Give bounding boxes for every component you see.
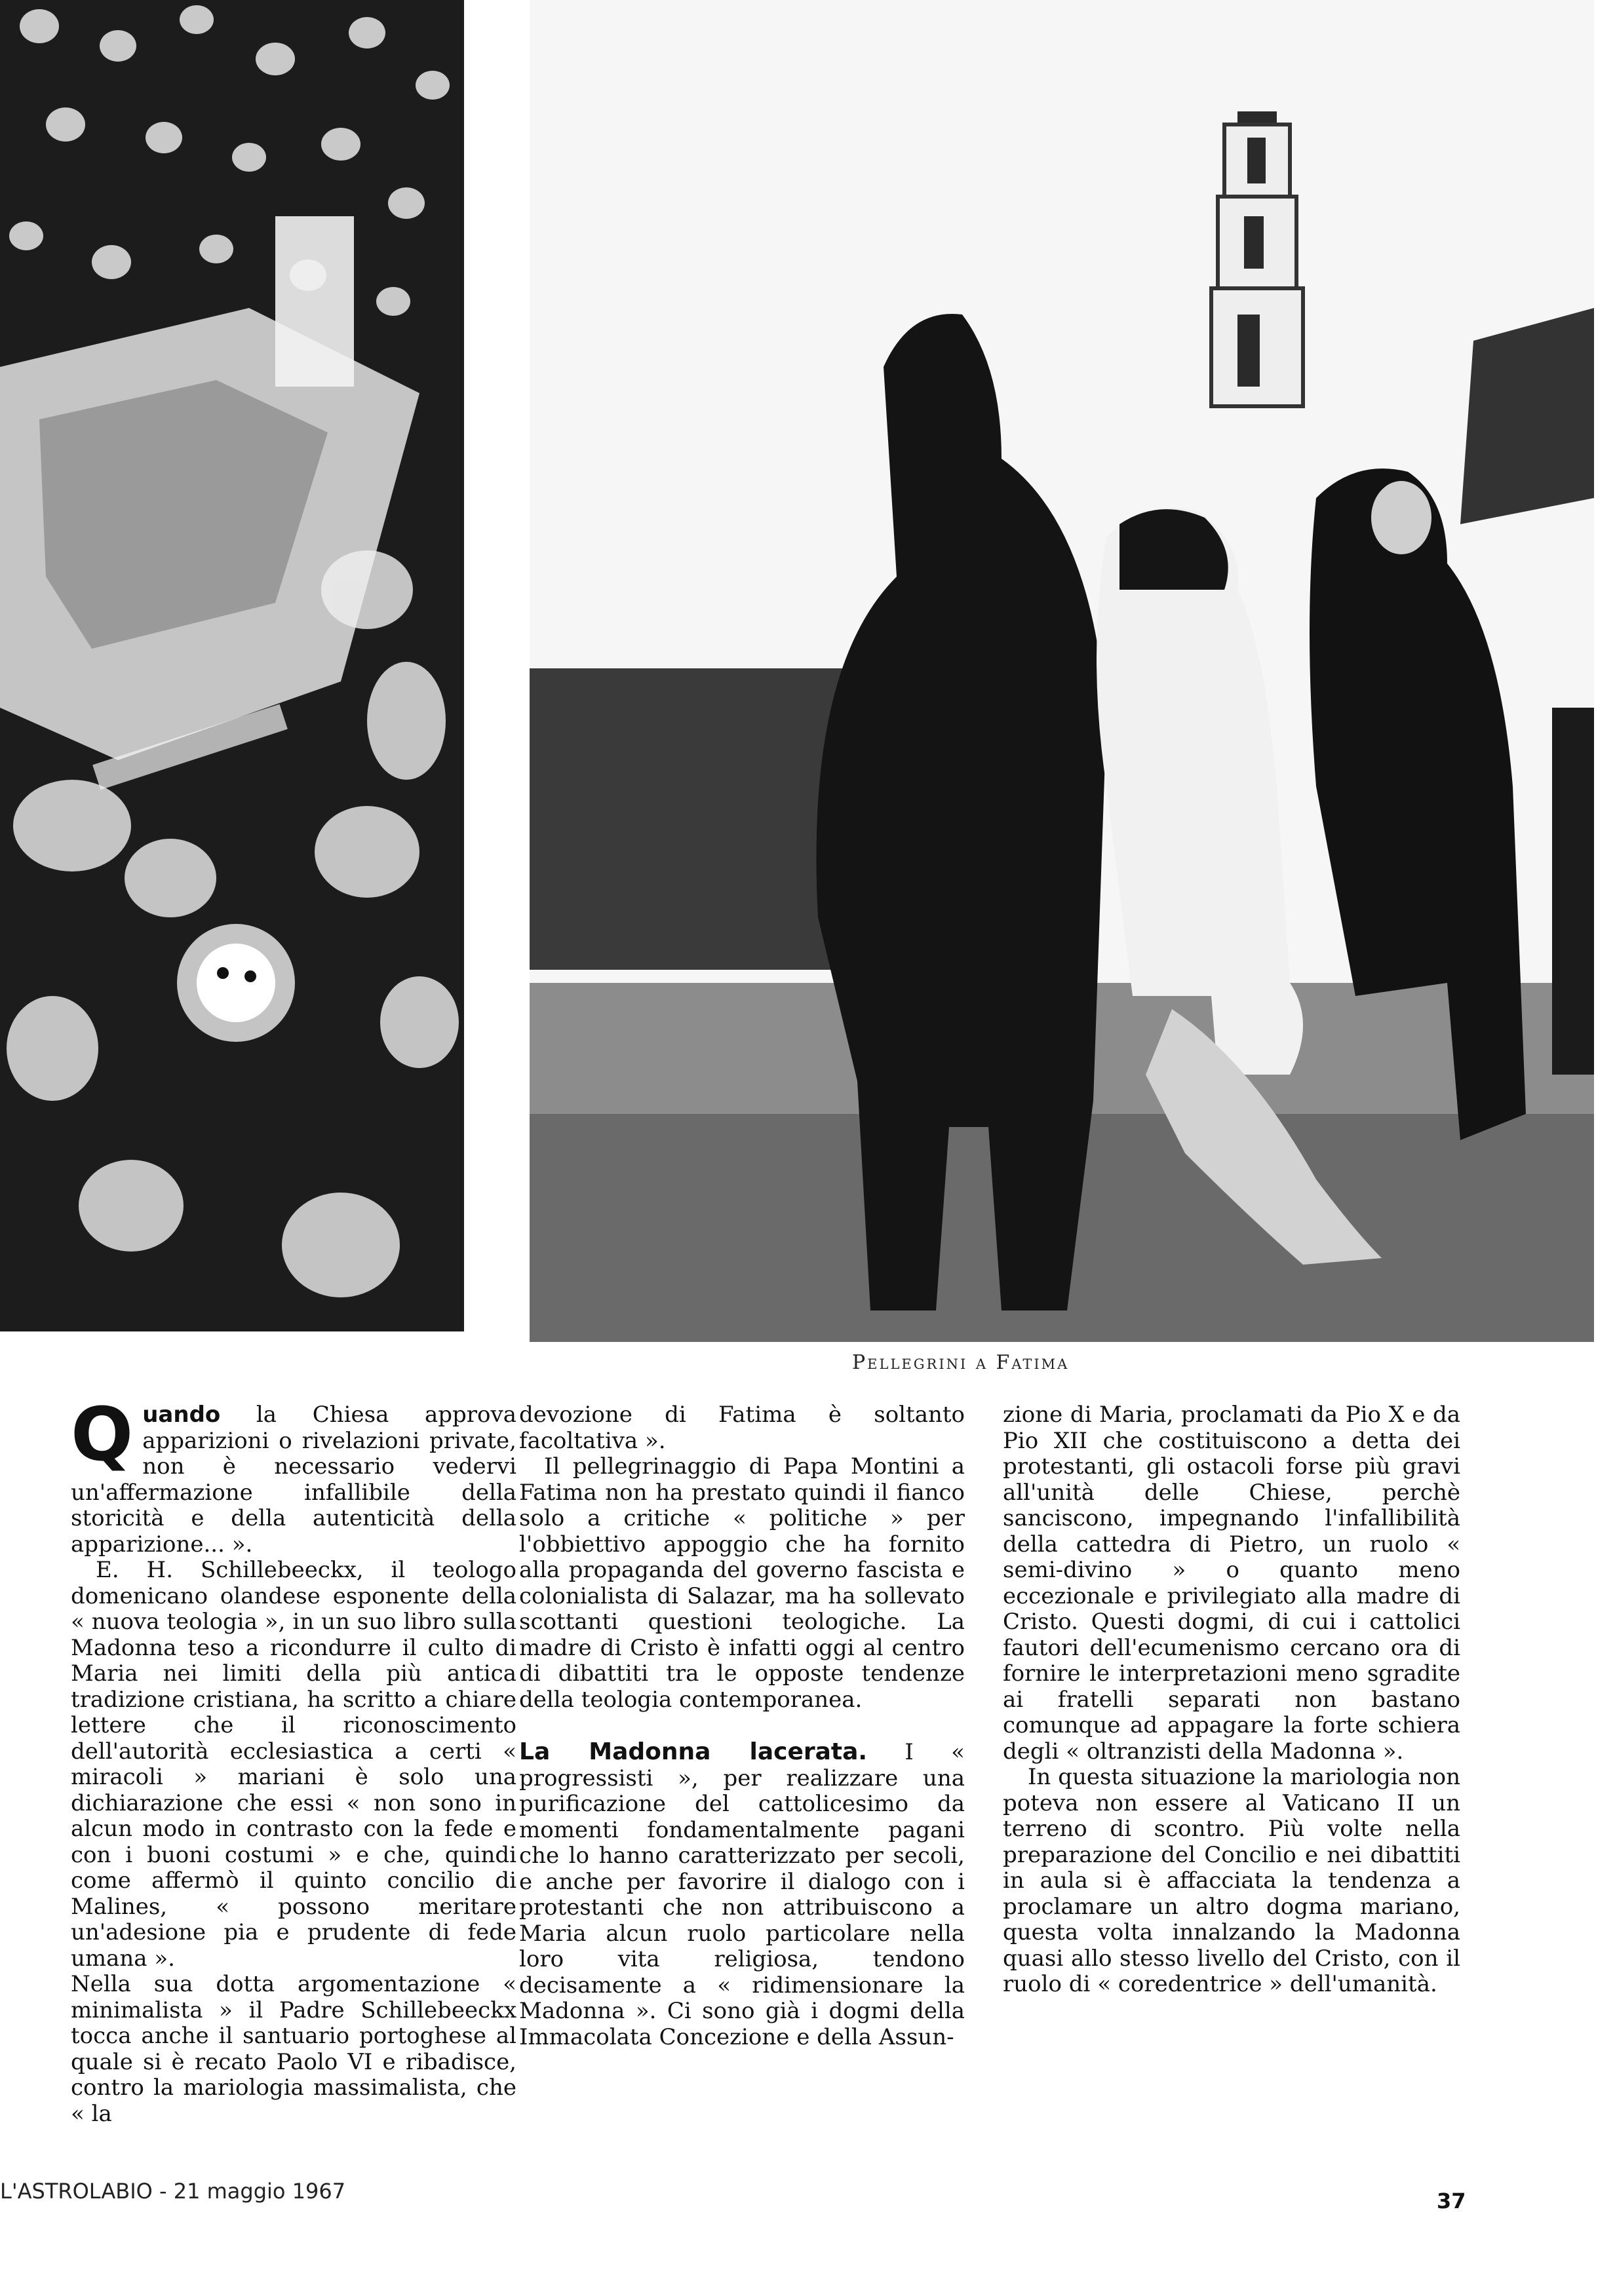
paragraph-text: I « progressisti », per realizzare una purificazione del cattolicesimo da momenti fondamentalmente pagani che lo hanno caratterizzato per secoli, e anche per favorire il dialogo con i protestanti che non attribuiscono a Maria alcun ruolo particolare nella loro vita religiosa, tendono decisamente a « ridimensionare la Madonna ». Ci sono già i dogmi della Immacolata Concezione e della Assun- [519, 1739, 965, 2050]
crowd-photo-graphic [0, 0, 464, 1331]
paragraph: devozione di Fatima è soltanto facoltativa ». [519, 1402, 965, 1454]
paragraph [519, 1739, 965, 2050]
drop-cap: Q [71, 1392, 134, 1478]
paragraph [71, 1392, 516, 1558]
page-number: 37 [1437, 2189, 1466, 2213]
pilgrims-photo [530, 0, 1594, 1342]
article-column-1 [71, 1392, 516, 2166]
photo-caption: Pellegrini a Fatima [852, 1351, 1070, 1374]
article-column-2 [519, 1402, 965, 2166]
lead-word: uando [142, 1402, 221, 1428]
crowd-photo [0, 0, 464, 1331]
section-subheading: La Madonna lacerata. [519, 1738, 868, 1765]
paragraph: Il pellegrinaggio di Papa Montini a Fatima non ha prestato quindi il fianco solo a critiche « politiche » per l'obbiettivo appoggio che ha fornito alla propaganda del governo fascista e colonialista di Salazar, ma ha sollevato scottanti questioni teologiche. La madre di Cristo è infatti oggi al centro di dibattiti tra le opposte tendenze della teologia contemporanea. [519, 1453, 965, 1713]
article-column-3 [1003, 1402, 1460, 2166]
paragraph-text: la Chiesa approva apparizioni o rivelazioni private, non è necessario vedervi un'affermazione infallibile della storicità e della autenticità della apparizione... ». [71, 1402, 516, 1558]
publication-footer: L'ASTROLABIO - 21 maggio 1967 [0, 2179, 346, 2204]
paragraph: zione di Maria, proclamati da Pio X e da Pio XII che costituiscono a detta dei protestanti, gli ostacoli forse più gravi all'unità delle Chiese, perchè sanciscono, impegnando l'infallibilità della cattedra di Pietro, un ruolo « semi-divino » o quanto meno eccezionale e privilegiato alla madre di Cristo. Questi dogmi, di cui i cattolici fautori dell'ecumenismo cercano ora di fornire le interpretazioni meno sgradite ai fratelli separati non bastano comunque ad appagare la forte schiera degli « oltranzisti della Madonna ». [1003, 1402, 1460, 1765]
paragraph: In questa situazione la mariologia non poteva non essere al Vaticano II un terreno di scontro. Più volte nella preparazione del Concilio e nei dibattiti in aula si è affacciata la tendenza a proclamare un altro dogma mariano, questa volta innalzando la Madonna quasi allo stesso livello del Cristo, con il ruolo di « coredentrice » dell'umanità. [1003, 1764, 1460, 1997]
pilgrims-photo-graphic [530, 0, 1594, 1342]
paragraph: Nella sua dotta argomentazione « minimalista » il Padre Schillebeeckx tocca anche il santuario portoghese al quale si è recato Paolo VI e ribadisce, contro la mariologia massimalista, che « la [71, 1971, 516, 2127]
paragraph: E. H. Schillebeeckx, il teologo domenicano olandese esponente della « nuova teologia », in un suo libro sulla Madonna teso a ricondurre il culto di Maria nei limiti della più antica tradizione cristiana, ha scritto a chiare lettere che il riconoscimento dell'autorità ecclesiastica a certi « miracoli » mariani è solo una dichiarazione che essi « non sono in alcun modo in contrasto con la fede e con i buoni costumi » e che, quindi come affermò il quinto concilio di Malines, « possono meritare un'adesione pia e prudente di fede umana ». [71, 1557, 516, 1972]
